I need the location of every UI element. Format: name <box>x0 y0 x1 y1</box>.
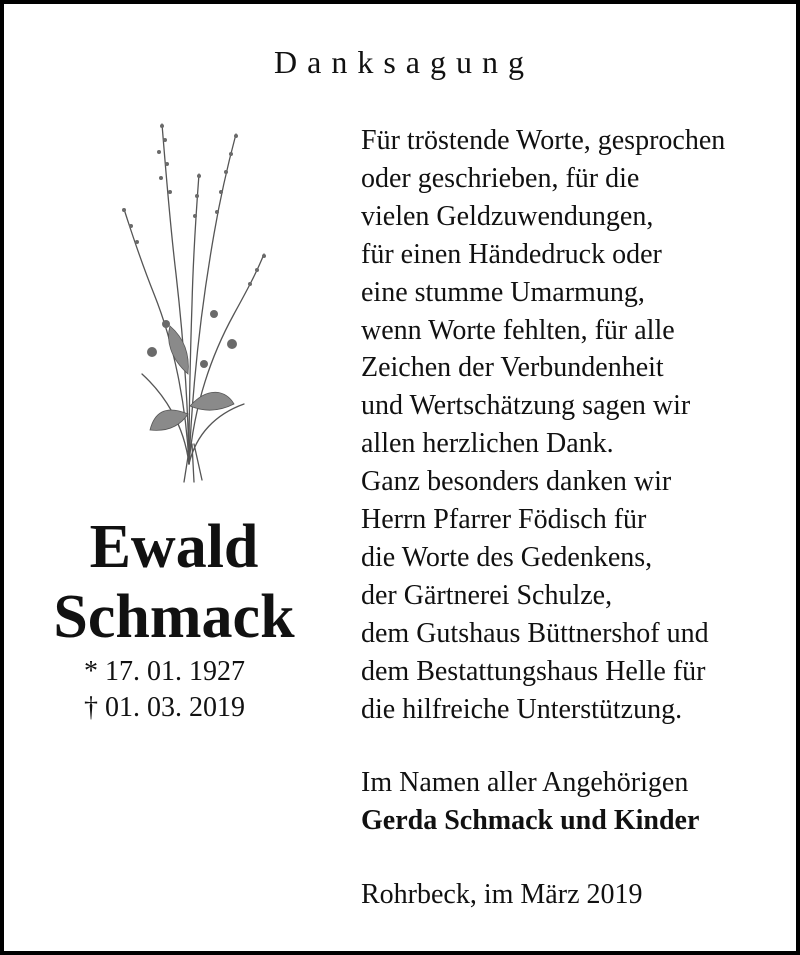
birth-date: * 17. 01. 1927 <box>84 656 245 687</box>
message-line: die hilfreiche Unterstützung. <box>361 693 683 725</box>
deceased-first-name: Ewald <box>89 513 259 581</box>
message-line: eine stumme Umarmung, <box>361 276 645 308</box>
message-line: Herrn Pfarrer Födisch für <box>361 504 647 536</box>
message-line: Für tröstende Worte, gesprochen <box>361 125 726 156</box>
message-line: dem Gutshaus Büttnershof und <box>361 617 709 649</box>
message-line: Zeichen der Verbundenheit <box>361 352 664 384</box>
message-line: für einen Händedruck oder <box>361 238 662 270</box>
message-line: allen herzlichen Dank. <box>361 428 614 460</box>
death-date: † 01. 03. 2019 <box>84 692 245 723</box>
message-line: Ganz besonders danken wir <box>361 466 672 498</box>
message-line: und Wertschätzung sagen wir <box>361 390 691 422</box>
message-line: die Worte des Gedenkens, <box>361 541 653 573</box>
deceased-last-name: Schmack <box>53 583 295 651</box>
message-line: oder geschrieben, für die <box>361 162 640 194</box>
notice-heading: Danksagung <box>274 44 534 80</box>
message-line: dem Bestattungshaus Helle für <box>361 655 706 687</box>
message-line: vielen Geldzuwendungen, <box>361 200 654 232</box>
signoff-names: Gerda Schmack und Kinder <box>361 805 700 836</box>
signoff-intro: Im Namen aller Angehörigen <box>361 767 689 798</box>
place-and-date: Rohrbeck, im März 2019 <box>361 879 643 910</box>
message-line: der Gärtnerei Schulze, <box>361 579 613 611</box>
grass-bouquet-icon <box>104 114 274 484</box>
message-line: wenn Worte fehlten, für alle <box>361 314 675 346</box>
thank-you-message <box>361 122 781 729</box>
